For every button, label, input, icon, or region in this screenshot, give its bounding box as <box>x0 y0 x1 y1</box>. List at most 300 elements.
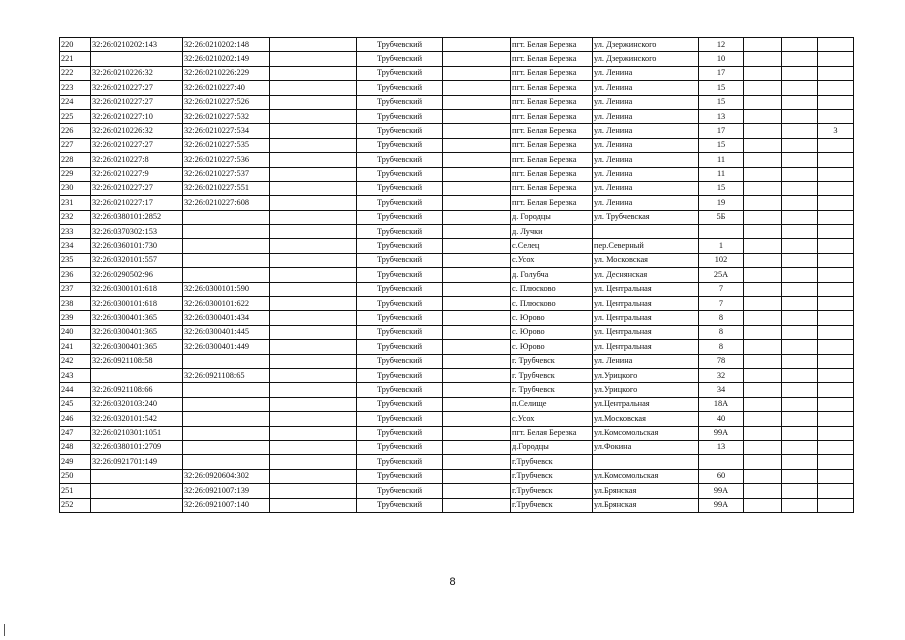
house-number-cell: 15 <box>699 138 744 152</box>
apartment-cell <box>818 412 854 426</box>
empty-cell <box>782 52 818 66</box>
cadastral-number-cell: 32:26:0320101:542 <box>91 412 183 426</box>
empty-cell <box>782 325 818 339</box>
cadastral-number-cell: 32:26:0370302:153 <box>91 225 183 239</box>
row-number-cell: 246 <box>60 412 91 426</box>
row-number-cell: 226 <box>60 124 91 138</box>
cadastral-number-cell: 32:26:0921108:58 <box>91 354 183 368</box>
street-cell: ул. Ленина <box>593 81 699 95</box>
apartment-cell <box>818 297 854 311</box>
row-number-cell: 230 <box>60 181 91 195</box>
row-number-cell: 233 <box>60 225 91 239</box>
locality-cell: с. Юрово <box>511 311 593 325</box>
cadastral-number-premise-cell: 32:26:0210227:537 <box>183 167 270 181</box>
locality-cell: пгт. Белая Березка <box>511 52 593 66</box>
street-cell: ул. Центральная <box>593 282 699 296</box>
empty-cell <box>782 397 818 411</box>
table-row <box>60 239 854 253</box>
table-row <box>60 354 854 368</box>
empty-cell <box>270 397 357 411</box>
locality-cell: пгт. Белая Березка <box>511 124 593 138</box>
street-cell: ул. Ленина <box>593 153 699 167</box>
house-number-cell: 8 <box>699 325 744 339</box>
table-row <box>60 484 854 498</box>
apartment-cell <box>818 455 854 469</box>
apartment-cell <box>818 153 854 167</box>
apartment-cell <box>818 469 854 483</box>
empty-cell <box>443 109 511 123</box>
table-row <box>60 196 854 210</box>
cadastral-number-cell <box>91 368 183 382</box>
house-number-cell: 17 <box>699 66 744 80</box>
empty-cell <box>744 167 782 181</box>
empty-cell <box>443 81 511 95</box>
apartment-cell <box>818 440 854 454</box>
district-cell: Трубчевский <box>357 253 443 267</box>
apartment-cell <box>818 368 854 382</box>
house-number-cell <box>699 225 744 239</box>
district-cell: Трубчевский <box>357 354 443 368</box>
empty-cell <box>270 52 357 66</box>
empty-cell <box>744 181 782 195</box>
district-cell: Трубчевский <box>357 469 443 483</box>
cadastral-number-premise-cell: 32:26:0210227:532 <box>183 109 270 123</box>
empty-cell <box>270 38 357 52</box>
row-number-cell: 224 <box>60 95 91 109</box>
empty-cell <box>270 81 357 95</box>
street-cell: ул. Ленина <box>593 354 699 368</box>
cadastral-number-premise-cell: 32:26:0300401:445 <box>183 325 270 339</box>
empty-cell <box>270 412 357 426</box>
street-cell: ул.Фокина <box>593 440 699 454</box>
street-cell: ул. Ленина <box>593 66 699 80</box>
empty-cell <box>782 469 818 483</box>
street-cell: ул. Ленина <box>593 124 699 138</box>
cadastral-number-cell: 32:26:0921108:66 <box>91 383 183 397</box>
locality-cell: г. Трубчевск <box>511 368 593 382</box>
house-number-cell: 40 <box>699 412 744 426</box>
empty-cell <box>744 440 782 454</box>
cadastral-number-premise-cell: 32:26:0210227:534 <box>183 124 270 138</box>
empty-cell <box>443 325 511 339</box>
district-cell: Трубчевский <box>357 325 443 339</box>
street-cell: ул. Ленина <box>593 95 699 109</box>
empty-cell <box>443 397 511 411</box>
house-number-cell: 11 <box>699 153 744 167</box>
apartment-cell <box>818 383 854 397</box>
empty-cell <box>443 484 511 498</box>
street-cell: ул. Ленина <box>593 109 699 123</box>
apartment-cell <box>818 282 854 296</box>
empty-cell <box>744 340 782 354</box>
empty-cell <box>782 167 818 181</box>
locality-cell: с.Селец <box>511 239 593 253</box>
empty-cell <box>443 354 511 368</box>
locality-cell: пгт. Белая Березка <box>511 167 593 181</box>
apartment-cell <box>818 311 854 325</box>
table-row <box>60 282 854 296</box>
locality-cell: г.Трубчевск <box>511 498 593 512</box>
empty-cell <box>782 38 818 52</box>
cadastral-number-cell: 32:26:0210227:17 <box>91 196 183 210</box>
locality-cell: пгт. Белая Березка <box>511 81 593 95</box>
empty-cell <box>782 426 818 440</box>
table-row <box>60 52 854 66</box>
cadastral-number-premise-cell <box>183 412 270 426</box>
street-cell: ул. Дзержинского <box>593 38 699 52</box>
empty-cell <box>782 297 818 311</box>
district-cell: Трубчевский <box>357 282 443 296</box>
empty-cell <box>782 440 818 454</box>
house-number-cell: 7 <box>699 282 744 296</box>
table-row <box>60 383 854 397</box>
district-cell: Трубчевский <box>357 66 443 80</box>
empty-cell <box>782 181 818 195</box>
cadastral-number-premise-cell <box>183 426 270 440</box>
empty-cell <box>270 340 357 354</box>
cadastral-number-premise-cell: 32:26:0921108:65 <box>183 368 270 382</box>
empty-cell <box>744 95 782 109</box>
apartment-cell <box>818 397 854 411</box>
cadastral-number-premise-cell <box>183 225 270 239</box>
empty-cell <box>270 311 357 325</box>
street-cell: ул. Деснянская <box>593 268 699 282</box>
empty-cell <box>744 210 782 224</box>
district-cell: Трубчевский <box>357 109 443 123</box>
locality-cell: с.Усох <box>511 253 593 267</box>
house-number-cell: 13 <box>699 440 744 454</box>
cadastral-number-premise-cell <box>183 239 270 253</box>
empty-cell <box>744 268 782 282</box>
house-number-cell: 99А <box>699 484 744 498</box>
table-row <box>60 66 854 80</box>
empty-cell <box>782 368 818 382</box>
empty-cell <box>744 109 782 123</box>
empty-cell <box>270 167 357 181</box>
district-cell: Трубчевский <box>357 210 443 224</box>
table-row <box>60 498 854 512</box>
row-number-cell: 227 <box>60 138 91 152</box>
empty-cell <box>744 311 782 325</box>
locality-cell: пгт. Белая Березка <box>511 109 593 123</box>
table-row <box>60 325 854 339</box>
empty-cell <box>270 181 357 195</box>
apartment-cell <box>818 225 854 239</box>
cadastral-number-premise-cell: 32:26:0210202:149 <box>183 52 270 66</box>
apartment-cell <box>818 426 854 440</box>
apartment-cell <box>818 340 854 354</box>
empty-cell <box>270 196 357 210</box>
empty-cell <box>782 210 818 224</box>
cadastral-number-cell: 32:26:0210227:27 <box>91 181 183 195</box>
row-number-cell: 243 <box>60 368 91 382</box>
empty-cell <box>744 225 782 239</box>
empty-cell <box>270 253 357 267</box>
cadastral-number-premise-cell: 32:26:0210226:229 <box>183 66 270 80</box>
table-row <box>60 124 854 138</box>
empty-cell <box>782 412 818 426</box>
table-row <box>60 109 854 123</box>
row-number-cell: 250 <box>60 469 91 483</box>
empty-cell <box>782 81 818 95</box>
apartment-cell <box>818 95 854 109</box>
cadastral-number-premise-cell: 32:26:0920604:302 <box>183 469 270 483</box>
empty-cell <box>782 95 818 109</box>
empty-cell <box>443 469 511 483</box>
empty-cell <box>270 325 357 339</box>
cadastral-number-cell: 32:26:0210227:9 <box>91 167 183 181</box>
empty-cell <box>744 297 782 311</box>
empty-cell <box>782 354 818 368</box>
cadastral-number-cell: 32:26:0210226:32 <box>91 66 183 80</box>
empty-cell <box>443 124 511 138</box>
locality-cell: д. Лучки <box>511 225 593 239</box>
empty-cell <box>443 282 511 296</box>
empty-cell <box>270 383 357 397</box>
row-number-cell: 239 <box>60 311 91 325</box>
street-cell: ул.Московская <box>593 412 699 426</box>
empty-cell <box>782 66 818 80</box>
empty-cell <box>443 225 511 239</box>
empty-cell <box>782 484 818 498</box>
district-cell: Трубчевский <box>357 368 443 382</box>
district-cell: Трубчевский <box>357 196 443 210</box>
empty-cell <box>443 340 511 354</box>
row-number-cell: 249 <box>60 455 91 469</box>
table-row <box>60 138 854 152</box>
cadastral-number-premise-cell: 32:26:0210227:551 <box>183 181 270 195</box>
empty-cell <box>270 95 357 109</box>
empty-cell <box>744 81 782 95</box>
empty-cell <box>443 153 511 167</box>
locality-cell: пгт. Белая Березка <box>511 181 593 195</box>
table-row <box>60 167 854 181</box>
cadastral-number-cell <box>91 484 183 498</box>
cadastral-number-cell: 32:26:0360101:730 <box>91 239 183 253</box>
registry-table <box>59 37 854 513</box>
district-cell: Трубчевский <box>357 268 443 282</box>
locality-cell: с. Юрово <box>511 325 593 339</box>
locality-cell: п.Селище <box>511 397 593 411</box>
empty-cell <box>443 210 511 224</box>
district-cell: Трубчевский <box>357 138 443 152</box>
locality-cell: г.Трубчевск <box>511 469 593 483</box>
empty-cell <box>443 498 511 512</box>
empty-cell <box>270 210 357 224</box>
cadastral-number-premise-cell <box>183 253 270 267</box>
street-cell: ул. Московская <box>593 253 699 267</box>
street-cell: ул. Ленина <box>593 138 699 152</box>
house-number-cell: 99А <box>699 498 744 512</box>
district-cell: Трубчевский <box>357 397 443 411</box>
cadastral-number-premise-cell: 32:26:0300101:622 <box>183 297 270 311</box>
empty-cell <box>782 124 818 138</box>
district-cell: Трубчевский <box>357 95 443 109</box>
cadastral-number-premise-cell <box>183 268 270 282</box>
apartment-cell <box>818 253 854 267</box>
table-row <box>60 210 854 224</box>
row-number-cell: 220 <box>60 38 91 52</box>
empty-cell <box>443 412 511 426</box>
cadastral-number-premise-cell <box>183 397 270 411</box>
empty-cell <box>270 66 357 80</box>
empty-cell <box>443 95 511 109</box>
empty-cell <box>744 52 782 66</box>
cadastral-number-cell: 32:26:0300401:365 <box>91 340 183 354</box>
district-cell: Трубчевский <box>357 426 443 440</box>
house-number-cell: 15 <box>699 95 744 109</box>
apartment-cell <box>818 52 854 66</box>
empty-cell <box>782 225 818 239</box>
district-cell: Трубчевский <box>357 383 443 397</box>
house-number-cell: 60 <box>699 469 744 483</box>
house-number-cell: 13 <box>699 109 744 123</box>
cadastral-number-cell: 32:26:0210227:8 <box>91 153 183 167</box>
apartment-cell: 3 <box>818 124 854 138</box>
cadastral-number-cell: 32:26:0320101:557 <box>91 253 183 267</box>
row-number-cell: 251 <box>60 484 91 498</box>
empty-cell <box>443 268 511 282</box>
cadastral-number-premise-cell: 32:26:0300101:590 <box>183 282 270 296</box>
empty-cell <box>782 196 818 210</box>
empty-cell <box>270 297 357 311</box>
cadastral-number-cell <box>91 469 183 483</box>
street-cell: ул. Трубчевская <box>593 210 699 224</box>
empty-cell <box>443 426 511 440</box>
cadastral-number-premise-cell <box>183 440 270 454</box>
street-cell: ул.Брянская <box>593 498 699 512</box>
table-body <box>60 38 854 513</box>
house-number-cell: 8 <box>699 311 744 325</box>
cadastral-number-premise-cell <box>183 210 270 224</box>
cadastral-number-cell: 32:26:0300401:365 <box>91 325 183 339</box>
district-cell: Трубчевский <box>357 311 443 325</box>
district-cell: Трубчевский <box>357 225 443 239</box>
cadastral-number-cell: 32:26:0300101:618 <box>91 282 183 296</box>
empty-cell <box>782 282 818 296</box>
cadastral-number-cell <box>91 52 183 66</box>
empty-cell <box>744 196 782 210</box>
empty-cell <box>443 455 511 469</box>
cadastral-number-cell <box>91 498 183 512</box>
locality-cell: с. Плюсково <box>511 282 593 296</box>
cadastral-number-premise-cell: 32:26:0921007:139 <box>183 484 270 498</box>
cadastral-number-premise-cell: 32:26:0300401:449 <box>183 340 270 354</box>
street-cell: ул. Центральная <box>593 340 699 354</box>
empty-cell <box>782 268 818 282</box>
empty-cell <box>782 138 818 152</box>
row-number-cell: 238 <box>60 297 91 311</box>
table-row <box>60 426 854 440</box>
district-cell: Трубчевский <box>357 181 443 195</box>
apartment-cell <box>818 354 854 368</box>
house-number-cell: 15 <box>699 181 744 195</box>
district-cell: Трубчевский <box>357 81 443 95</box>
empty-cell <box>270 484 357 498</box>
empty-cell <box>744 239 782 253</box>
empty-cell <box>443 253 511 267</box>
empty-cell <box>270 368 357 382</box>
house-number-cell: 32 <box>699 368 744 382</box>
table-row <box>60 412 854 426</box>
apartment-cell <box>818 138 854 152</box>
district-cell: Трубчевский <box>357 38 443 52</box>
empty-cell <box>270 109 357 123</box>
row-number-cell: 245 <box>60 397 91 411</box>
row-number-cell: 222 <box>60 66 91 80</box>
house-number-cell: 19 <box>699 196 744 210</box>
street-cell: ул. Ленина <box>593 181 699 195</box>
street-cell: ул.Комсомольская <box>593 426 699 440</box>
table-row <box>60 81 854 95</box>
table-row <box>60 311 854 325</box>
apartment-cell <box>818 239 854 253</box>
table-row <box>60 368 854 382</box>
row-number-cell: 237 <box>60 282 91 296</box>
cadastral-number-premise-cell <box>183 455 270 469</box>
district-cell: Трубчевский <box>357 340 443 354</box>
locality-cell: пгт. Белая Березка <box>511 138 593 152</box>
apartment-cell <box>818 167 854 181</box>
empty-cell <box>443 66 511 80</box>
table-row <box>60 95 854 109</box>
empty-cell <box>744 282 782 296</box>
row-number-cell: 247 <box>60 426 91 440</box>
empty-cell <box>270 469 357 483</box>
empty-cell <box>744 325 782 339</box>
locality-cell: г. Трубчевск <box>511 383 593 397</box>
empty-cell <box>270 282 357 296</box>
empty-cell <box>744 412 782 426</box>
district-cell: Трубчевский <box>357 440 443 454</box>
cadastral-number-cell: 32:26:0210227:27 <box>91 95 183 109</box>
street-cell: ул.Урицкого <box>593 368 699 382</box>
empty-cell <box>443 38 511 52</box>
cadastral-number-cell: 32:26:0921701:149 <box>91 455 183 469</box>
empty-cell <box>744 138 782 152</box>
district-cell: Трубчевский <box>357 412 443 426</box>
locality-cell: д.Городцы <box>511 440 593 454</box>
row-number-cell: 240 <box>60 325 91 339</box>
empty-cell <box>270 138 357 152</box>
street-cell: ул. Ленина <box>593 167 699 181</box>
row-number-cell: 229 <box>60 167 91 181</box>
street-cell: ул.Центральная <box>593 397 699 411</box>
cadastral-number-cell: 32:26:0290502:96 <box>91 268 183 282</box>
empty-cell <box>270 440 357 454</box>
empty-cell <box>744 368 782 382</box>
empty-cell <box>744 469 782 483</box>
apartment-cell <box>818 268 854 282</box>
apartment-cell <box>818 325 854 339</box>
empty-cell <box>782 109 818 123</box>
cadastral-number-premise-cell: 32:26:0210227:535 <box>183 138 270 152</box>
house-number-cell: 8 <box>699 340 744 354</box>
house-number-cell: 78 <box>699 354 744 368</box>
empty-cell <box>443 52 511 66</box>
row-number-cell: 248 <box>60 440 91 454</box>
district-cell: Трубчевский <box>357 455 443 469</box>
house-number-cell: 99А <box>699 426 744 440</box>
locality-cell: пгт. Белая Березка <box>511 38 593 52</box>
table-row <box>60 397 854 411</box>
table-row <box>60 181 854 195</box>
apartment-cell <box>818 181 854 195</box>
table-row <box>60 297 854 311</box>
empty-cell <box>782 498 818 512</box>
street-cell: ул. Центральная <box>593 297 699 311</box>
cadastral-number-cell: 32:26:0380101:2709 <box>91 440 183 454</box>
